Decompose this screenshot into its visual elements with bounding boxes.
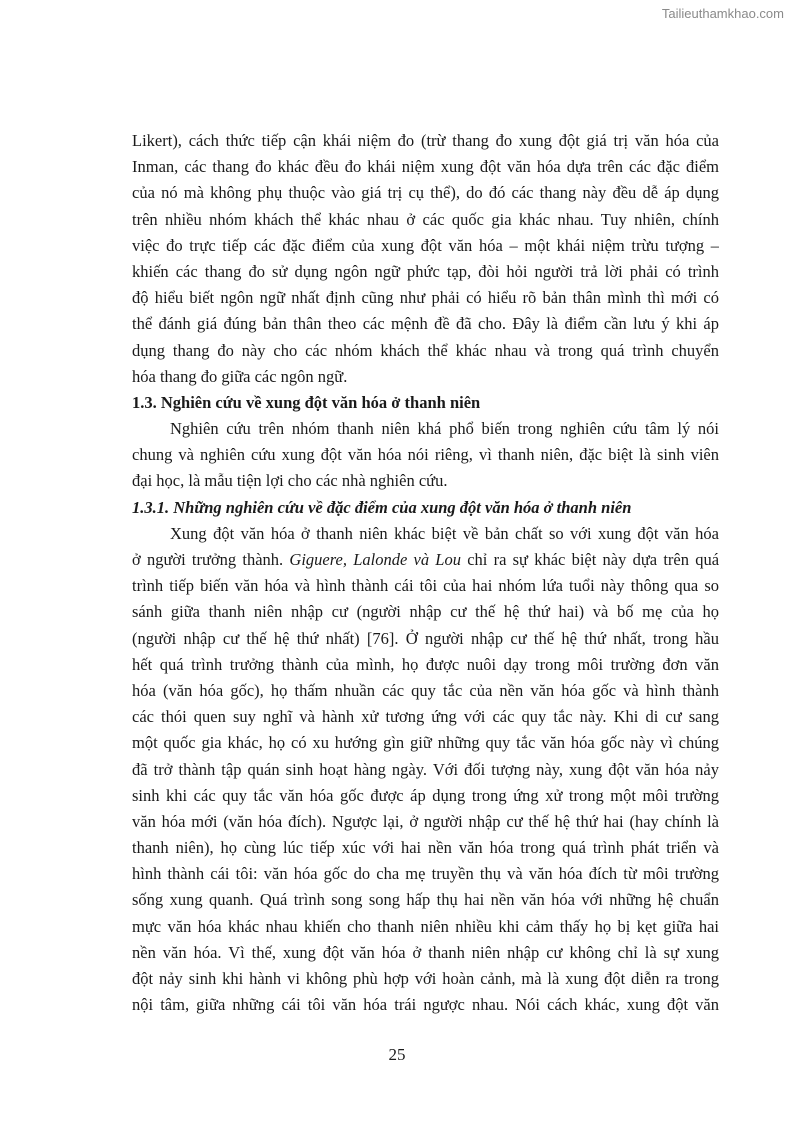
watermark: Tailieuthamkhao.com <box>661 6 784 21</box>
paragraph-line: một quốc gia khác, họ có xu hướng gìn giữ những quy tắc văn hóa gốc này vì chúng <box>132 733 719 753</box>
paragraph-line: độ hiểu biết ngôn ngữ nhất định cũng như phải có hiểu rõ bản thân mình thì mới có <box>132 288 719 308</box>
paragraph-line: đột nảy sinh khi hành vi không phù hợp với hoàn cảnh, mà là xung đột diễn ra trong <box>132 969 719 988</box>
paragraph-line: chung và nghiên cứu xung đột văn hóa nói riêng, vì thanh niên, đặc biệt là sinh viên <box>132 445 719 465</box>
paragraph-line: đã trở thành tập quán sinh hoạt hàng ngày. Với đối tượng này, xung đột văn hóa nảy <box>132 759 719 779</box>
paragraph-line: (người nhập cư thế hệ thứ nhất) [76]. Ở người nhập cư thế hệ thứ nhất, trong hầu <box>132 628 719 648</box>
paragraph-line: sánh giữa thanh niên nhập cư (người nhập cư thế hệ thứ hai) và bố mẹ của họ <box>132 602 719 622</box>
paragraph-line: khiến các thang đo sử dụng ngôn ngữ phức tạp, đòi hỏi người trả lời phải có trình <box>132 261 719 281</box>
paragraph-line: dụng thang đo này cho các nhóm khách thể khác nhau và trong quá trình chuyển <box>132 340 719 360</box>
paragraph-line: của nó mà không phụ thuộc vào giá trị cụ thể), do đó các thang này đều dễ áp dụng <box>132 183 719 203</box>
line-text: chỉ ra sự khác biệt này dựa trên quá <box>467 550 719 569</box>
paragraph-line: sống xung quanh. Quá trình song song hấp thụ hai nền văn hóa với những hệ chuẩn <box>132 890 719 910</box>
paragraph-line: nội tâm, giữa những cái tôi văn hóa trái ngược nhau. Nói cách khác, xung đột văn <box>132 995 719 1015</box>
paragraph-line: hết quá trình trưởng thành của mình, họ được nuôi dạy trong môi trường đơn văn <box>132 654 719 674</box>
paragraph-line: nền văn hóa. Vì thế, xung đột văn hóa ở thanh niên nhập cư không chỉ là sự xung <box>132 942 719 962</box>
paragraph-line: Nghiên cứu trên nhóm thanh niên khá phổ biến trong nghiên cứu tâm lý nói <box>170 419 719 439</box>
cited-authors: Giguere, Lalonde và Lou <box>289 550 461 569</box>
paragraph-line: sinh khi các quy tắc văn hóa gốc được áp dụng trong ứng xử trong một môi trường <box>132 785 719 805</box>
paragraph-line: Likert), cách thức tiếp cận khái niệm đo (trừ thang đo xung đột giá trị văn hóa của <box>132 131 719 150</box>
paragraph-line: thể đánh giá đúng bản thân theo các mệnh đề đã cho. Đây là điểm cần lưu ý khi áp <box>132 314 719 334</box>
paragraph-line: Xung đột văn hóa ở thanh niên khác biệt về bản chất so với xung đột văn hóa <box>170 523 719 543</box>
page-number: 25 <box>388 1045 406 1064</box>
paragraph-line: trình tiếp biến văn hóa và hình thành cái tôi của hai nhóm lứa tuổi này thông qua so <box>132 576 719 596</box>
paragraph-line: thanh niên), họ cùng lúc tiếp xúc với hai nền văn hóa trong quá trình phát triển và <box>132 838 719 858</box>
paragraph-line: hóa thang đo giữa các ngôn ngữ. <box>132 366 348 386</box>
paragraph-line: văn hóa mới (văn hóa đích). Ngược lại, ở người nhập cư thế hệ thứ hai (hay chính là <box>132 811 719 831</box>
paragraph-line: việc đo trực tiếp các đặc điểm của xung đột văn hóa – một khái niệm trừu tượng – <box>132 235 719 255</box>
paragraph-line: trên nhiều nhóm khách thể khác nhau ở các quốc gia khác nhau. Tuy nhiên, chính <box>132 209 719 229</box>
section-heading: 1.3. Nghiên cứu về xung đột văn hóa ở thanh niên <box>132 392 481 412</box>
paragraph-line: Inman, các thang đo khác đều đo khái niệm xung đột văn hóa dựa trên các đặc điểm <box>132 157 719 177</box>
paragraph-line: hình thành cái tôi: văn hóa gốc do cha mẹ truyền thụ và văn hóa đích từ môi trường <box>132 864 719 884</box>
paragraph-line: hóa (văn hóa gốc), họ thấm nhuần các quy tắc của nền văn hóa gốc và hình thành <box>132 680 719 700</box>
paragraph-line <box>132 547 719 573</box>
subsection-heading: 1.3.1. Những nghiên cứu về đặc điểm của xung đột văn hóa ở thanh niên <box>132 497 632 517</box>
paragraph-line: các thói quen suy nghĩ và hành xử tương ứng với các quy tắc này. Khi di cư sang <box>132 707 719 727</box>
line-text: ở người trưởng thành. <box>132 550 284 569</box>
paragraph-line: mực văn hóa khác nhau khiến cho thanh niên nhiều khi cảm thấy họ bị kẹt giữa hai <box>132 916 719 936</box>
paragraph-line: đại học, là mẫu tiện lợi cho các nhà nghiên cứu. <box>132 471 448 491</box>
page-body <box>132 128 719 1018</box>
